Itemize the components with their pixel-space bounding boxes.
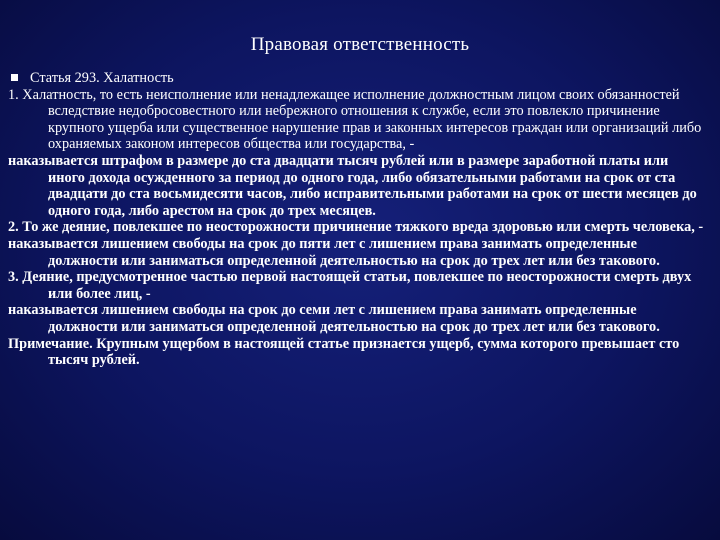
paragraph-7: Примечание. Крупным ущербом в настоящей статье признается ущерб, сумма которого превышает сто тысяч рублей.	[8, 335, 680, 369]
paragraph-6: наказывается лишением свободы на срок до семи лет с лишением права занимать определенные должности или заниматься определенной деятельностью на срок до трех лет или без такового.	[8, 302, 660, 335]
paragraph-5: 3. Деяние, предусмотренное частью первой настоящей статьи, повлекшее по неосторожности смерть двух или более лиц, -	[8, 269, 692, 302]
slide-body	[8, 70, 708, 369]
paragraph-1: 1. Халатность, то есть неисполнение или ненадлежащее исполнение должностным лицом своих обязанностей вследствие недобросовестного или небрежного отношения к службе, если это повлекло причинение крупного ущерба или существенное нарушение прав и законных интересов граждан или организаций либо охраняемых законом интересов общества или государства, -	[8, 86, 702, 153]
paragraph-4: наказывается лишением свободы на срок до пяти лет с лишением права занимать определенные должности или заниматься определенной деятельностью на срок до трех лет или без такового.	[8, 235, 660, 269]
slide-title: Правовая ответственность	[250, 34, 470, 55]
paragraph-2: наказывается штрафом в размере до ста двадцати тысяч рублей или в размере заработной платы или иного дохода осужденного за период до одного года, либо обязательными работами на срок от ста двадцати до ста восьмидесяти часов, либо исправительными работами на срок от шести месяцев до одного года, либо арестом на срок до трех месяцев.	[8, 152, 697, 219]
paragraph-3: 2. То же деяние, повлекшее по неосторожности причинение тяжкого вреда здоровью или смерть человека, -	[8, 219, 704, 236]
square-bullet-icon	[11, 74, 18, 81]
article-heading-text: Статья 293. Халатность	[30, 70, 174, 86]
article-heading	[8, 70, 708, 87]
